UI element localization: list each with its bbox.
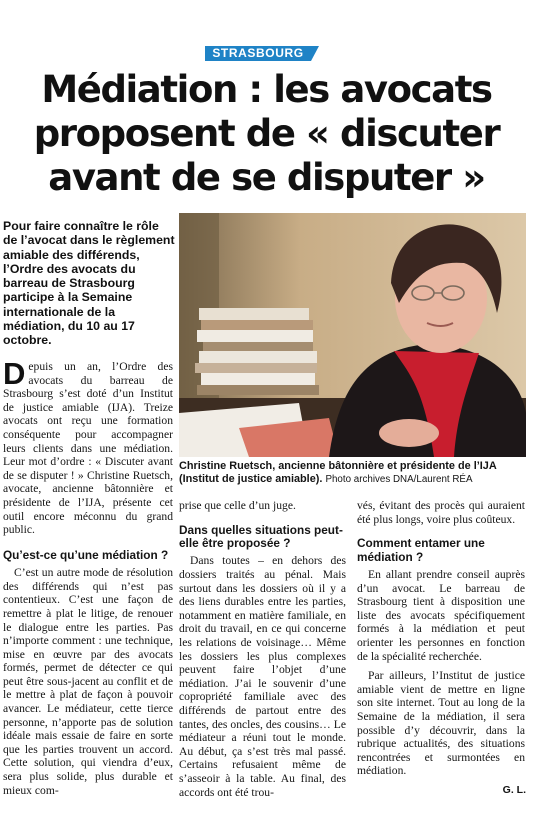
answer-paragraph: Dans toutes – en dehors des dossiers traités au pénal. Mais surtout dans les dossiers où il y a des liens durables entre les parties, notamment en matière familiale, en droit du travail, en ce qui concerne les relations de voisinage… Même les dossiers les plus complexes peuvent faire l’objet d’une médiation. J’ai le souvenir d’une copropriété familiale avec des différends de partout entre des tantes, des oncles, des cousins… Le médiateur a réuni tout le monde. Au début, ça s’est très mal passé. Certains refusaient même de s’asseoir à la table. Au final, des accords ont été trou-: [179, 554, 346, 799]
caption-text: Christine Ruetsch, ancienne bâtonnière et présidente de l’IJA (Institut de justice amiable).: [179, 460, 497, 485]
intro-paragraph: [3, 356, 173, 537]
article-column-1: [3, 356, 173, 797]
answer-paragraph: En allant prendre conseil auprès d’un avocat. Le barreau de Strasbourg tient à disposition une liste des avocats spécifiquement formés à la médiation et peut orienter les personnes en fonction de la spécialité recherchée.: [357, 568, 525, 663]
headline-line: proposent de « discuter: [33, 112, 500, 155]
answer-paragraph: Par ailleurs, l’Institut de justice amiable vient de mettre en ligne son site internet. Tout au long de la Semaine de la médiation, il sera possible d’y découvrir, dans la rubrique actualités, des situations rencontrées et surmontées en médiation.: [357, 669, 525, 778]
drop-cap: D: [3, 356, 26, 391]
continued-paragraph: prise que celle d’un juge.: [179, 499, 296, 512]
article-column-2: [179, 499, 346, 799]
question-heading: Comment entamer une médiation ?: [357, 536, 485, 564]
photo-portrait-illustration: [179, 213, 526, 457]
continued-paragraph: vés, évitant des procès qui auraient été plus longs, voire plus coûteux.: [357, 499, 525, 526]
article-column-3: [357, 499, 525, 778]
author-signature: G. L.: [502, 784, 526, 796]
headline-line: avant de se disputer »: [48, 156, 485, 199]
photo-credit: Photo archives DNA/Laurent RÉA: [325, 474, 473, 485]
headline: [8, 68, 525, 200]
section-kicker: STRASBOURG: [205, 46, 311, 61]
question-heading: Qu’est-ce qu’une médiation ?: [3, 547, 169, 562]
intro-text: epuis un an, l’Ordre des avocats du barreau de Strasbourg s’est doté d’un Institut de justice amiable (IJA). Treize avocats ont reçu une formation conséquente pour accompagner leurs clients dans une médiation. Leur mot d’ordre : « Discuter avant de se disputer ! » Christine Ruetsch, avocate, ancienne bâtonnière et présidente de l’IJA, présente cet outil encore méconnu du grand public.: [3, 360, 173, 537]
answer-paragraph: C’est un autre mode de résolution des différends qui n’est pas contentieux. C’est une façon de remettre à plat le litige, de renouer le dialogue entre les parties. Pas n’importe comment : une technique, mise en œuvre par des avocats formés, permet de détecter ce qui peut être sous-jacent au conflit et de le mettre à plat de façon à pouvoir avancer. Le médiateur, cette tierce personne, n’apporte pas de solution idéale mais essaie de faire en sorte que les parties trouvent un accord. Cette solution, qui viendra d’eux, sera plus solide, plus durable et mieux com-: [3, 566, 173, 797]
question-heading: Dans quelles situations peut-elle être proposée ?: [179, 522, 343, 550]
photo-caption: [179, 460, 529, 486]
headline-line: Médiation : les avocats: [41, 68, 492, 111]
article-photo: [179, 213, 526, 457]
lead-paragraph: Pour faire connaître le rôle de l’avocat dans le règlement amiable des différends, l’Ordre des avocats du barreau de Strasbourg participe à la Semaine internationale de la médiation, du 10 au 17 octobre.: [3, 219, 175, 348]
